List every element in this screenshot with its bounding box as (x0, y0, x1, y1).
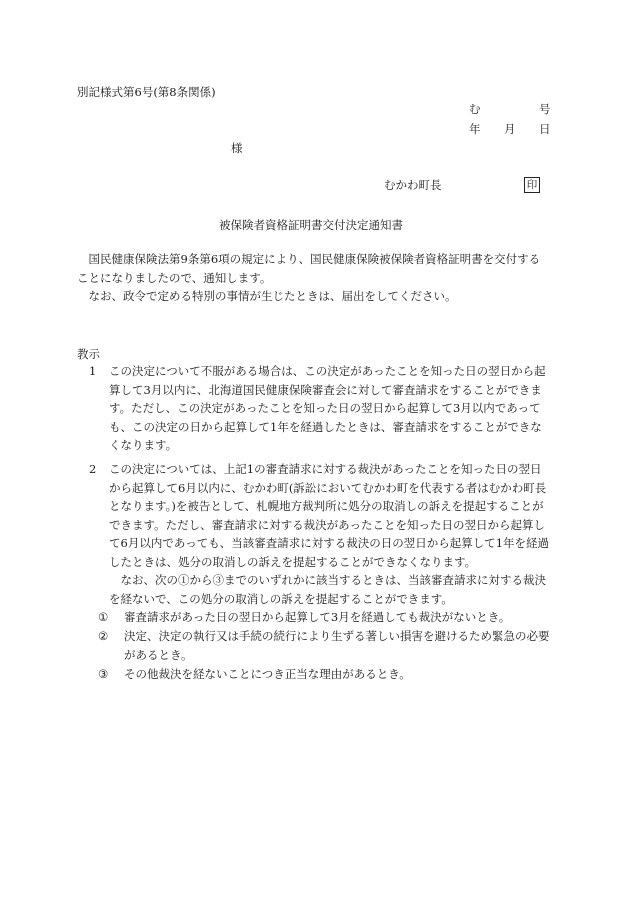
notice-subitem-2-text: 決定、決定の執行又は手続の続行により生ずる著しい損害を避けるため緊急の必要があるとき。 (124, 629, 550, 662)
document-number-prefix: む (469, 102, 481, 116)
document-title: 被保険者資格証明書交付決定通知書 (219, 218, 403, 232)
body-paragraph-2: なお、政令で定める特別の事情が生じたときは、届出をしてください。 (88, 289, 457, 303)
seal-stamp: 印 (524, 177, 540, 193)
notice-subitem-1-text: 審査請求があった日の翌日から起算して3月を経過しても裁決がないとき。 (124, 610, 511, 624)
notice-item-1-number: 1 (89, 364, 97, 378)
notice-item-2-number: 2 (89, 462, 97, 476)
notice-item-1-text: この決定について不服がある場合は、この決定があったことを知った日の翌日から起算して3月以内に、北海道国民健康保険審査会に対して審査請求をすることができます。ただし、この決定があったことを知った日の翌日から起算して3月以内であっても、この決定の日から起算して1年を経過したときは、審査請求をすることができなくなります。 (109, 364, 546, 452)
notice-item-2-text: この決定については、上記1の審査請求に対する裁決があったことを知った日の翌日から起算して6月以内に、むかわ町(訴訟においてむかわ町を代表する者はむかわ町長となります。)を被告として、札幌地方裁判所に処分の取消しの訴えを提起することができます。ただし、審査請求に対する裁決があったことを知った日の翌日から起算して6月以内であっても、当該審査請求に対する裁決の日の翌日から起算して1年を経過したときは、処分の取消しの訴えを提起することができなくなります。 (109, 462, 550, 569)
notice-item-2-supplement: なお、次の①から③までのいずれかに該当するときは、当該審査請求に対する裁決を経ないで、この処分の取消しの訴えを提起することができます。 (109, 573, 546, 606)
body-paragraph-1: 国民健康保険法第9条第6項の規定により、国民健康保険被保険者資格証明書を交付することになりましたので、通知します。 (77, 252, 541, 285)
addressee-suffix: 様 (231, 141, 243, 155)
body-text (77, 250, 551, 306)
form-label: 別記様式第6号(第8条関係) (77, 85, 216, 99)
date-day: 日 (539, 122, 551, 136)
notice-subitem-2-number: ② (98, 629, 109, 643)
sender-name: むかわ町長 (384, 178, 442, 192)
date-month: 月 (504, 122, 516, 136)
document-number-suffix: 号 (539, 102, 551, 116)
date-year: 年 (469, 122, 481, 136)
notice-subitem-1-number: ① (98, 610, 109, 624)
notice-heading: 教示 (77, 347, 100, 361)
notice-subitem-3-number: ③ (98, 667, 109, 681)
notice-subitem-3-text: その他裁決を経ないことにつき正当な理由があるとき。 (124, 667, 411, 681)
